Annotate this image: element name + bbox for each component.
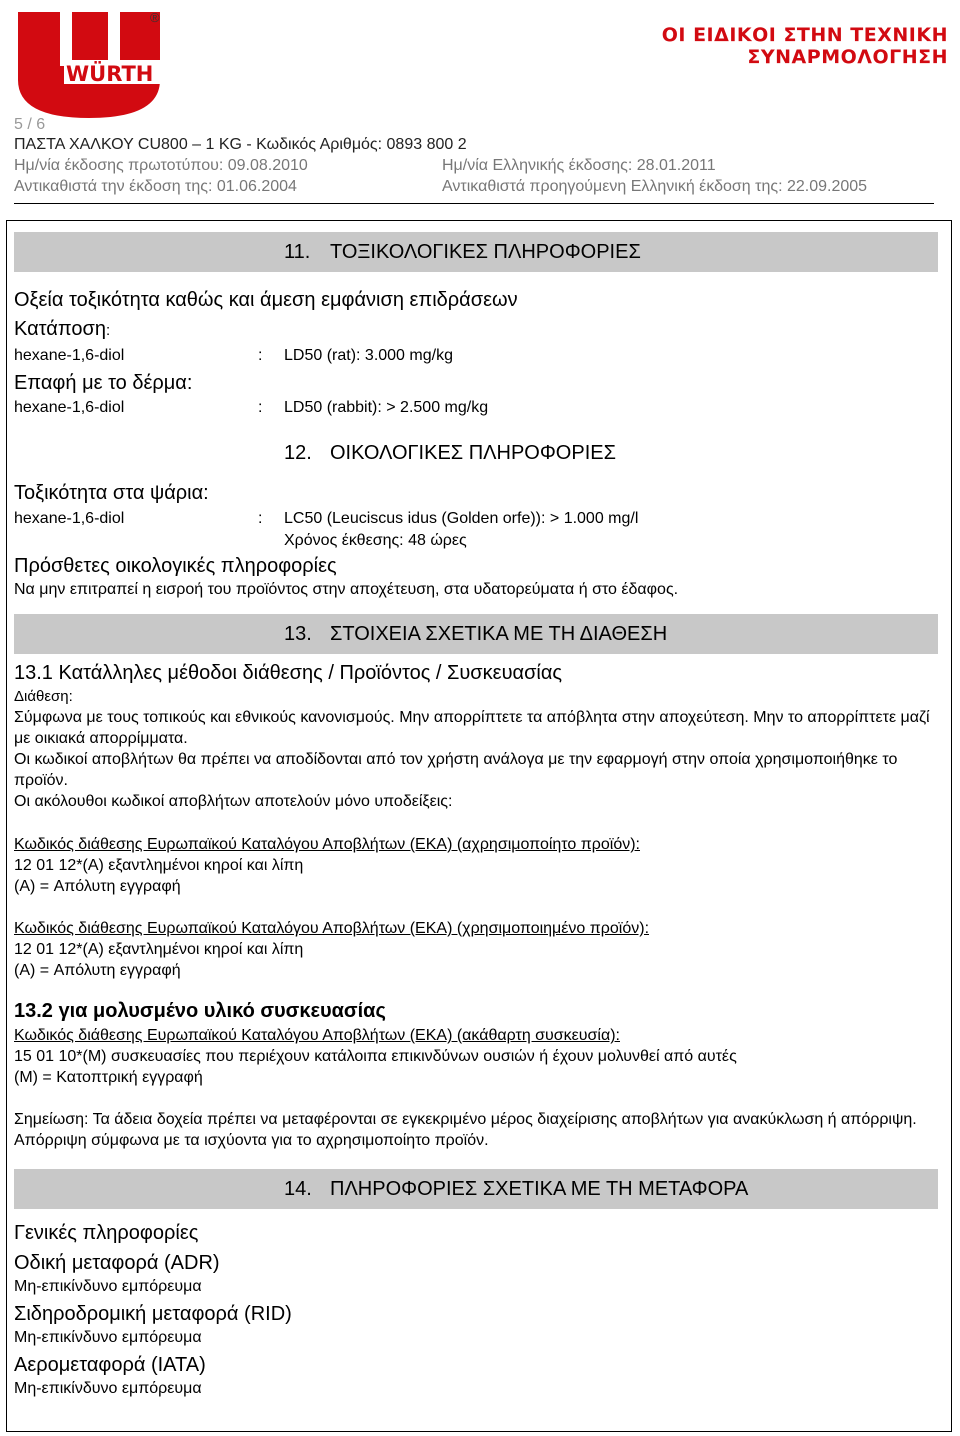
- section-12-number: 12.: [284, 441, 312, 464]
- fish-value: LC50 (Leuciscus idus (Golden orfe)): > 1.000 mg/l: [284, 510, 639, 527]
- disposal-note: Σημείωση: Τα άδεια δοχεία πρέπει να μεταφέρονται σε εγκεκριμένο μέρος διαχείρισης αποβλήτων για ανακύκλωση ή απόρριψη. Απόρριψη σύμφωνα με τα ισχύοντα για το αχρησιμοποίητο προϊόν.: [14, 1111, 917, 1149]
- replaces-edition: Αντικαθιστά την έκδοση της: 01.06.2004: [14, 178, 297, 195]
- eka-used-absolute: (A) = Απόλυτη εγγραφή: [14, 962, 181, 979]
- disposal-text-3: Οι ακόλουθοι κωδικοί αποβλήτων αποτελούν μόνο υποδείξεις:: [14, 793, 453, 810]
- section-13-title: ΣΤΟΙΧΕΙΑ ΣΧΕΤΙΚΑ ΜΕ ΤΗ ΔΙΑΘΕΣΗ: [330, 622, 668, 645]
- fish-toxicity-row: hexane-1,6-diol : LC50 (Leuciscus idus (Golden orfe)): > 1.000 mg/l: [14, 507, 938, 530]
- sds-content: [14, 222, 938, 1399]
- fish-substance: hexane-1,6-diol: [14, 510, 125, 527]
- section-14-title: ΠΛΗΡΟΦΟΡΙΕΣ ΣΧΕΤΙΚΑ ΜΕ ΤΗ ΜΕΤΑΦΟΡΑ: [330, 1177, 749, 1200]
- eka-used-code: 12 01 12*(A) εξαντλημένοι κηροί και λίπη: [14, 941, 304, 958]
- disposal-label: Διάθεση:: [14, 688, 73, 705]
- section-14-header: [14, 1169, 938, 1209]
- additional-eco-text: Να μην επιτραπεί η εισροή του προϊόντος στην αποχέτευση, στα υδατορεύματα ή στο έδαφος.: [14, 581, 679, 598]
- skin-value: LD50 (rabbit): > 2.500 mg/kg: [284, 399, 489, 416]
- issue-date-original: Ημ/νία έκδοσης πρωτοτύπου: 09.08.2010: [14, 157, 308, 174]
- eka-packaging-code: 15 01 10*(M) συσκευασίες που περιέχουν κατάλοιπα επικινδύνων ουσιών ή έχουν μολυνθεί από αυτές: [14, 1048, 737, 1065]
- ingestion-heading: [14, 316, 938, 344]
- eka-unused-heading: Κωδικός διάθεσης Ευρωπαϊκού Καταλόγου Αποβλήτων (ΕΚΑ) (αχρησιμοποίητο προϊόν):: [14, 836, 640, 853]
- section-12-title: ΟΙΚΟΛΟΓΙΚΕΣ ΠΛΗΡΟΦΟΡΙΕΣ: [330, 441, 616, 464]
- ingestion-label: Κατάποση: [14, 318, 106, 340]
- ingestion-substance: hexane-1,6-diol: [14, 347, 125, 364]
- slogan-line-1: ΟΙ ΕΙΔΙΚΟΙ ΣΤΗΝ ΤΕΧΝΙΚΗ: [661, 24, 948, 46]
- air-transport-value: Μη-επικίνδυνο εμπόρευμα: [14, 1380, 202, 1397]
- eka-unused-absolute: (A) = Απόλυτη εγγραφή: [14, 878, 181, 895]
- road-transport-heading: Οδική μεταφορά (ADR): [14, 1252, 220, 1274]
- transport-general-heading: Γενικές πληροφορίες: [14, 1222, 199, 1244]
- skin-substance: hexane-1,6-diol: [14, 399, 125, 416]
- document-header: [14, 116, 934, 197]
- replaces-greek-edition: Αντικαθιστά προηγούμενη Ελληνική έκδοση της: 22.09.2005: [442, 178, 868, 195]
- fish-toxicity-heading: Τοξικότητα στα ψάρια:: [14, 482, 209, 504]
- contaminated-packaging-heading: 13.2 για μολυσμένο υλικό συσκευασίας: [14, 1000, 386, 1022]
- eka-packaging-mirror: (M) = Κατοπτρική εγγραφή: [14, 1069, 203, 1086]
- wurth-logo: [14, 10, 164, 122]
- section-12-header: [14, 433, 938, 473]
- air-transport-heading: Αερομεταφορά (IATA): [14, 1354, 206, 1376]
- exposure-time: Χρόνος έκθεσης: 48 ώρες: [284, 532, 467, 549]
- page-number: 5 / 6: [14, 116, 46, 133]
- disposal-text-2: Οι κωδικοί αποβλήτων θα πρέπει να αποδίδονται από τον χρήστη ανάλογα με την εφαρμογή στην οποία χρησιμοποιήθηκε το προϊόν.: [14, 751, 898, 789]
- section-11-header: [14, 232, 938, 272]
- svg-text:WÜRTH: WÜRTH: [66, 62, 154, 86]
- rail-transport-heading: Σιδηροδρομική μεταφορά (RID): [14, 1303, 292, 1325]
- slogan: [662, 24, 948, 68]
- issue-date-greek: Ημ/νία Ελληνικής έκδοσης: 28.01.2011: [442, 157, 716, 174]
- disposal-text-1: Σύμφωνα με τους τοπικούς και εθνικούς κανονισμούς. Μην απορρίπτετε τα απόβλητα στην αποχεύτεση. Μην το απορρίπτετε μαζί με οικιακά απορρίμματα.: [14, 709, 930, 747]
- slogan-line-2: ΣΥΝΑΡΜΟΛΟΓΗΣΗ: [747, 46, 948, 68]
- section-13-header: [14, 614, 938, 654]
- disposal-methods-heading: 13.1 Κατάλληλες μέθοδοι διάθεσης / Προϊόντος / Συσκευασίας: [14, 662, 563, 684]
- section-11-title: ΤΟΞΙΚΟΛΟΓΙΚΕΣ ΠΛΗΡΟΦΟΡΙΕΣ: [330, 240, 641, 263]
- skin-contact-row: hexane-1,6-diol : LD50 (rabbit): > 2.500 mg/kg: [14, 396, 938, 419]
- skin-contact-heading: Επαφή με το δέρμα:: [14, 372, 193, 394]
- section-14-number: 14.: [284, 1177, 312, 1200]
- section-13-number: 13.: [284, 622, 312, 645]
- product-title: ΠΑΣΤΑ ΧΑΛΚΟΥ CU800 – 1 KG - Κωδικός Αριθμός: 0893 800 2: [14, 136, 467, 153]
- eka-unused-code: 12 01 12*(A) εξαντλημένοι κηροί και λίπη: [14, 857, 304, 874]
- additional-eco-heading: Πρόσθετες οικολογικές πληροφορίες: [14, 555, 337, 577]
- ingestion-value: LD50 (rat): 3.000 mg/kg: [284, 347, 453, 364]
- road-transport-value: Μη-επικίνδυνο εμπόρευμα: [14, 1278, 202, 1295]
- ingestion-colon: :: [105, 322, 111, 339]
- header-divider: [14, 203, 934, 204]
- section-11-number: 11.: [284, 240, 311, 263]
- registered-mark: ®: [150, 10, 160, 25]
- acute-toxicity-heading: Οξεία τοξικότητα καθώς και άμεση εμφάνιση επιδράσεων: [14, 289, 518, 311]
- eka-used-heading: Κωδικός διάθεσης Ευρωπαϊκού Καταλόγου Αποβλήτων (ΕΚΑ) (χρησιμοποιημένο προϊόν):: [14, 920, 650, 937]
- eka-packaging-heading: Κωδικός διάθεσης Ευρωπαϊκού Καταλόγου Αποβλήτων (ΕΚΑ) (ακάθαρτη συσκευσία):: [14, 1027, 620, 1044]
- ingestion-row: hexane-1,6-diol : LD50 (rat): 3.000 mg/kg: [14, 344, 938, 367]
- rail-transport-value: Μη-επικίνδυνο εμπόρευμα: [14, 1329, 202, 1346]
